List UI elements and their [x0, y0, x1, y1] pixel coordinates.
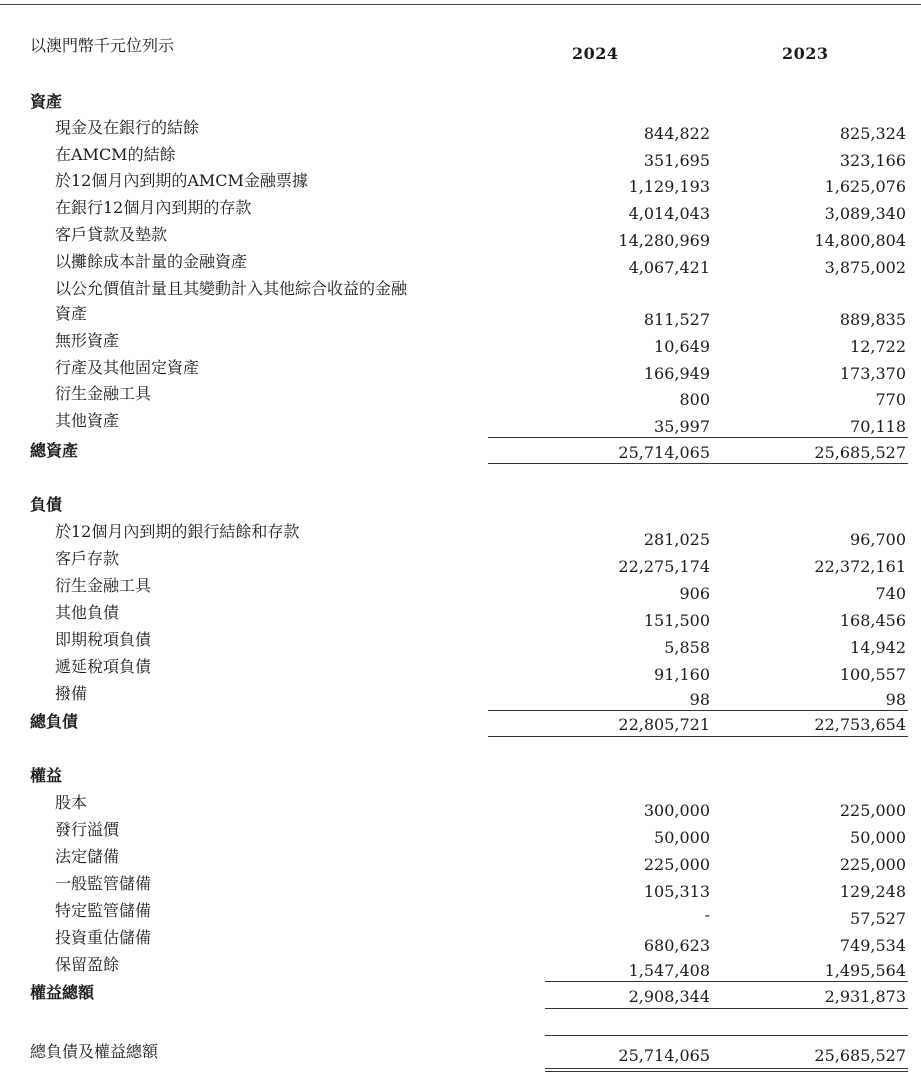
- asset-label: 以公允價值計量且其變動計入其他綜合收益的金融: [55, 279, 408, 298]
- asset-value-2023: 173,370: [839, 364, 906, 383]
- subtotal-rule: [488, 437, 908, 438]
- liability-label: 撥備: [55, 684, 88, 703]
- asset-value-2023: 3,875,002: [824, 258, 906, 277]
- asset-label: 行產及其他固定資產: [55, 358, 200, 377]
- asset-value-2024: 811,527: [643, 310, 710, 329]
- asset-label: 其他資產: [55, 411, 120, 430]
- liability-label: 即期稅項負債: [55, 630, 152, 649]
- asset-label-continued: 資產: [55, 304, 88, 323]
- asset-label: 客戶貸款及墊款: [55, 225, 168, 244]
- equity-heading: 權益: [30, 766, 63, 785]
- liability-value-2024: 91,160: [654, 665, 710, 684]
- subtotal-rule: [488, 710, 908, 711]
- asset-value-2024: 1,129,193: [628, 177, 710, 196]
- liability-label: 衍生金融工具: [55, 576, 152, 595]
- asset-value-2024: 10,649: [654, 337, 710, 356]
- liability-value-2024: 98: [689, 690, 710, 709]
- asset-value-2023: 3,089,340: [824, 204, 906, 223]
- asset-value-2024: 35,997: [654, 417, 710, 436]
- equity-label: 股本: [55, 793, 88, 812]
- double-rule-lower: [545, 1071, 908, 1072]
- liability-label: 於12個月內到期的銀行結餘和存款: [55, 522, 300, 541]
- equity-label: 一般監管儲備: [55, 874, 152, 893]
- asset-value-2024: 844,822: [643, 124, 710, 143]
- asset-value-2024: 14,280,969: [618, 231, 710, 250]
- equity-value-2024: 300,000: [643, 801, 710, 820]
- asset-value-2023: 770: [875, 390, 906, 409]
- year-2023-header: 2023: [782, 44, 829, 63]
- total-liabilities-label: 總負債: [30, 712, 79, 731]
- asset-label: 在AMCM的結餘: [55, 145, 176, 164]
- liability-value-2024: 22,275,174: [618, 557, 710, 576]
- liability-value-2023: 740: [875, 584, 906, 603]
- liability-value-2023: 22,372,161: [814, 557, 906, 576]
- equity-value-2023: 129,248: [839, 882, 906, 901]
- asset-value-2023: 889,835: [839, 310, 906, 329]
- grand-total-2024: 25,714,065: [618, 1046, 710, 1065]
- total-rule: [488, 463, 908, 464]
- total-assets-2023: 25,685,527: [814, 443, 906, 462]
- top-rule: [0, 4, 921, 5]
- liability-value-2024: 151,500: [643, 611, 710, 630]
- asset-value-2024: 4,014,043: [628, 204, 710, 223]
- equity-value-2024: 680,623: [643, 936, 710, 955]
- equity-value-2024: 225,000: [643, 855, 710, 874]
- asset-value-2023: 825,324: [839, 124, 906, 143]
- asset-value-2024: 4,067,421: [628, 258, 710, 277]
- equity-value-2023: 749,534: [839, 936, 906, 955]
- total-liabilities-2023: 22,753,654: [814, 715, 906, 734]
- year-2024-header: 2024: [572, 44, 619, 63]
- equity-label: 發行溢價: [55, 820, 120, 839]
- total-assets-2024: 25,714,065: [618, 443, 710, 462]
- total-assets-label: 總資產: [30, 441, 79, 460]
- liability-value-2023: 98: [885, 690, 906, 709]
- total-equity-2024: 2,908,344: [628, 987, 710, 1006]
- total-equity-2023: 2,931,873: [824, 987, 906, 1006]
- total-equity-label: 權益總額: [30, 983, 95, 1002]
- asset-value-2023: 323,166: [839, 151, 906, 170]
- equity-value-2023: 50,000: [850, 828, 906, 847]
- equity-value-2023: 1,495,564: [824, 961, 906, 980]
- liability-value-2023: 168,456: [839, 611, 906, 630]
- grand-total-2023: 25,685,527: [814, 1046, 906, 1065]
- equity-value-2023: 225,000: [839, 855, 906, 874]
- asset-value-2024: 800: [679, 390, 710, 409]
- asset-label: 以攤餘成本計量的金融資產: [55, 252, 248, 271]
- asset-value-2024: 166,949: [643, 364, 710, 383]
- equity-value-2024: 1,547,408: [628, 961, 710, 980]
- grand-total-label: 總負債及權益總額: [30, 1042, 159, 1061]
- liability-label: 遞延稅項負債: [55, 657, 152, 676]
- equity-label: 投資重估儲備: [55, 928, 152, 947]
- asset-value-2023: 1,625,076: [824, 177, 906, 196]
- liability-value-2024: 906: [679, 584, 710, 603]
- assets-heading: 資產: [30, 92, 63, 111]
- liability-value-2023: 100,557: [839, 665, 906, 684]
- asset-label: 無形資產: [55, 331, 120, 350]
- liability-value-2023: 96,700: [850, 530, 906, 549]
- liability-label: 其他負債: [55, 603, 120, 622]
- liability-label: 客戶存款: [55, 549, 120, 568]
- equity-value-2024: 50,000: [654, 828, 710, 847]
- asset-value-2023: 12,722: [850, 337, 906, 356]
- double-rule-upper: [545, 1068, 908, 1069]
- liability-value-2024: 281,025: [643, 530, 710, 549]
- subtotal-rule: [545, 981, 908, 982]
- equity-label: 法定儲備: [55, 847, 120, 866]
- equity-value-2023: 57,527: [850, 909, 906, 928]
- asset-value-2023: 14,800,804: [814, 231, 906, 250]
- grand-total-top-rule: [545, 1035, 908, 1036]
- equity-value-2023: 225,000: [839, 801, 906, 820]
- equity-label: 保留盈餘: [55, 955, 120, 974]
- unit-label: 以澳門幣千元位列示: [30, 36, 175, 55]
- asset-label: 在銀行12個月內到期的存款: [55, 198, 252, 217]
- liability-value-2023: 14,942: [850, 638, 906, 657]
- total-rule: [488, 736, 908, 737]
- equity-label: 特定監管儲備: [55, 901, 152, 920]
- asset-label: 衍生金融工具: [55, 384, 152, 403]
- asset-value-2023: 70,118: [850, 417, 906, 436]
- asset-value-2024: 351,695: [643, 151, 710, 170]
- equity-value-2024: 105,313: [643, 882, 710, 901]
- asset-label: 現金及在銀行的結餘: [55, 118, 200, 137]
- equity-value-2024: -: [704, 905, 710, 924]
- liability-value-2024: 5,858: [664, 638, 710, 657]
- total-rule: [545, 1008, 908, 1009]
- asset-label: 於12個月內到期的AMCM金融票據: [55, 171, 308, 190]
- total-liabilities-2024: 22,805,721: [618, 715, 710, 734]
- liabilities-heading: 負債: [30, 495, 63, 514]
